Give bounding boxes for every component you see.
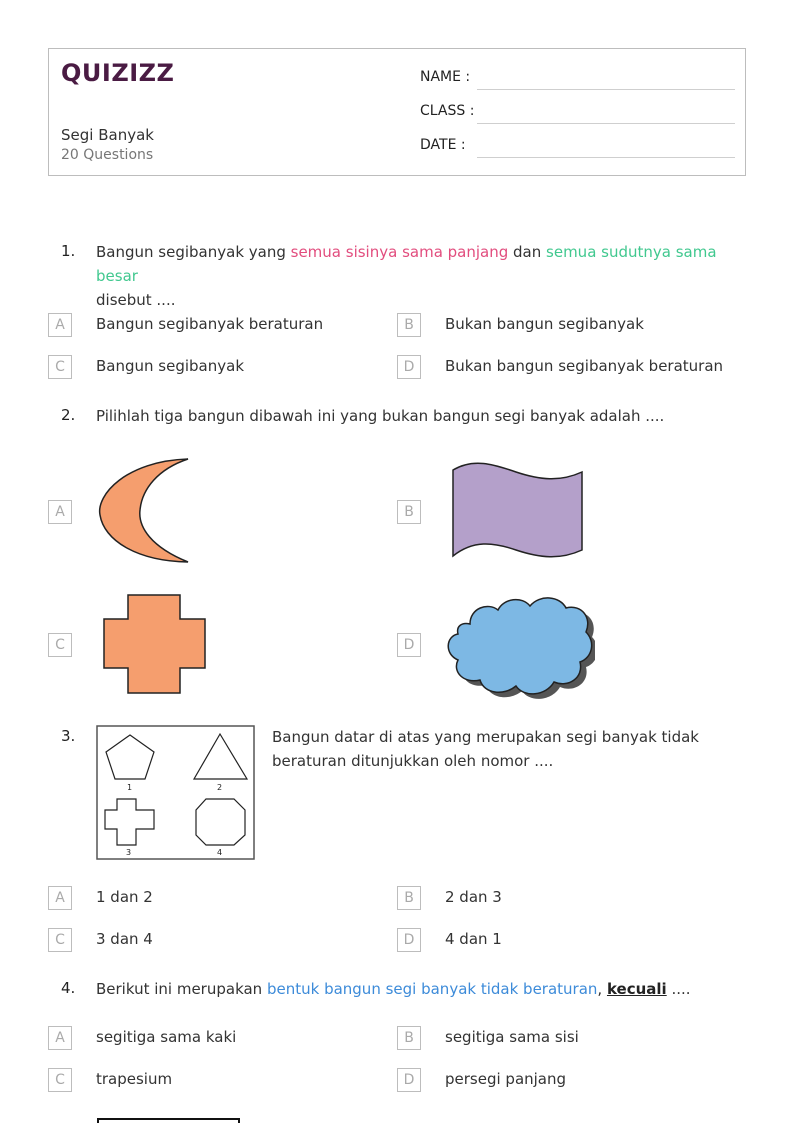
option-text[interactable]: 3 dan 4 — [96, 930, 153, 948]
option-letter-a[interactable]: A — [48, 500, 72, 524]
next-figure-edge — [97, 1118, 240, 1123]
option-letter-b[interactable]: B — [397, 886, 421, 910]
option-text[interactable]: 4 dan 1 — [445, 930, 502, 948]
option-letter-d[interactable]: D — [397, 355, 421, 379]
option-text[interactable]: Bukan bangun segibanyak beraturan — [445, 357, 724, 375]
figure-label: 4 — [217, 848, 223, 857]
option-text[interactable]: 1 dan 2 — [96, 888, 153, 906]
question-text — [96, 240, 756, 312]
date-line — [477, 157, 735, 158]
option-letter-d[interactable]: D — [397, 928, 421, 952]
polygon-figure — [96, 725, 256, 861]
q4-text-part: .... — [666, 980, 691, 998]
option-text[interactable]: 2 dan 3 — [445, 888, 502, 906]
q1-highlight-pink: semua sisinya sama panjang — [290, 243, 509, 261]
option-letter-c[interactable]: C — [48, 355, 72, 379]
question-number: 4. — [61, 979, 76, 997]
option-text[interactable]: segitiga sama sisi — [445, 1028, 579, 1046]
figure-label: 3 — [126, 848, 132, 857]
option-text[interactable]: persegi panjang — [445, 1070, 567, 1088]
option-letter-b[interactable]: B — [397, 1026, 421, 1050]
q4-text-part: Berikut ini merupakan — [96, 980, 267, 998]
option-letter-b[interactable]: B — [397, 313, 421, 337]
name-label: NAME : — [420, 69, 471, 85]
q1-highlight-green: semua sudutnya sama besar — [96, 243, 717, 285]
question-number: 2. — [61, 406, 76, 424]
date-label: DATE : — [420, 137, 466, 153]
question-text — [96, 977, 756, 1001]
q4-emphasis: kecuali — [606, 980, 667, 998]
wavy-flag-shape[interactable] — [448, 460, 588, 565]
option-letter-d[interactable]: D — [397, 633, 421, 657]
q4-highlight-blue: bentuk bangun segi banyak tidak beraturan — [266, 980, 598, 998]
option-letter-a[interactable]: A — [48, 886, 72, 910]
q1-text-part: Bangun segibanyak yang — [96, 243, 291, 261]
option-text[interactable]: trapesium — [96, 1070, 173, 1088]
q1-text-part: disebut .... — [96, 291, 176, 309]
question-text: Bangun datar di atas yang merupakan segi banyak tidak beraturan ditunjukkan oleh nomor .... — [272, 728, 699, 770]
cloud-shape[interactable] — [440, 592, 595, 704]
class-label: CLASS : — [420, 103, 475, 119]
option-letter-a[interactable]: A — [48, 1026, 72, 1050]
q1-text-part: dan — [508, 243, 547, 261]
figure-label: 2 — [217, 783, 223, 792]
option-letter-d[interactable]: D — [397, 1068, 421, 1092]
q4-text-part: , — [597, 980, 607, 998]
class-line — [477, 123, 735, 124]
option-letter-a[interactable]: A — [48, 313, 72, 337]
option-letter-c[interactable]: C — [48, 1068, 72, 1092]
question-number: 1. — [61, 242, 76, 260]
option-text[interactable]: Bukan bangun segibanyak — [445, 315, 644, 333]
question-count: 20 Questions — [61, 147, 154, 163]
option-letter-c[interactable]: C — [48, 928, 72, 952]
worksheet-title: Segi Banyak — [61, 126, 154, 144]
worksheet-header — [48, 48, 746, 176]
quizizz-logo: QUIZIZZ — [61, 59, 175, 87]
name-line — [477, 89, 735, 90]
question-text: Pilihlah tiga bangun dibawah ini yang bukan bangun segi banyak adalah .... — [96, 407, 665, 425]
option-letter-c[interactable]: C — [48, 633, 72, 657]
cross-shape[interactable] — [102, 593, 208, 696]
question-number: 3. — [61, 727, 76, 745]
option-text[interactable]: Bangun segibanyak beraturan — [96, 315, 324, 333]
figure-label: 1 — [127, 783, 133, 792]
option-letter-b[interactable]: B — [397, 500, 421, 524]
option-text[interactable]: Bangun segibanyak — [96, 357, 245, 375]
crescent-moon-shape[interactable] — [96, 455, 196, 567]
option-text[interactable]: segitiga sama kaki — [96, 1028, 237, 1046]
